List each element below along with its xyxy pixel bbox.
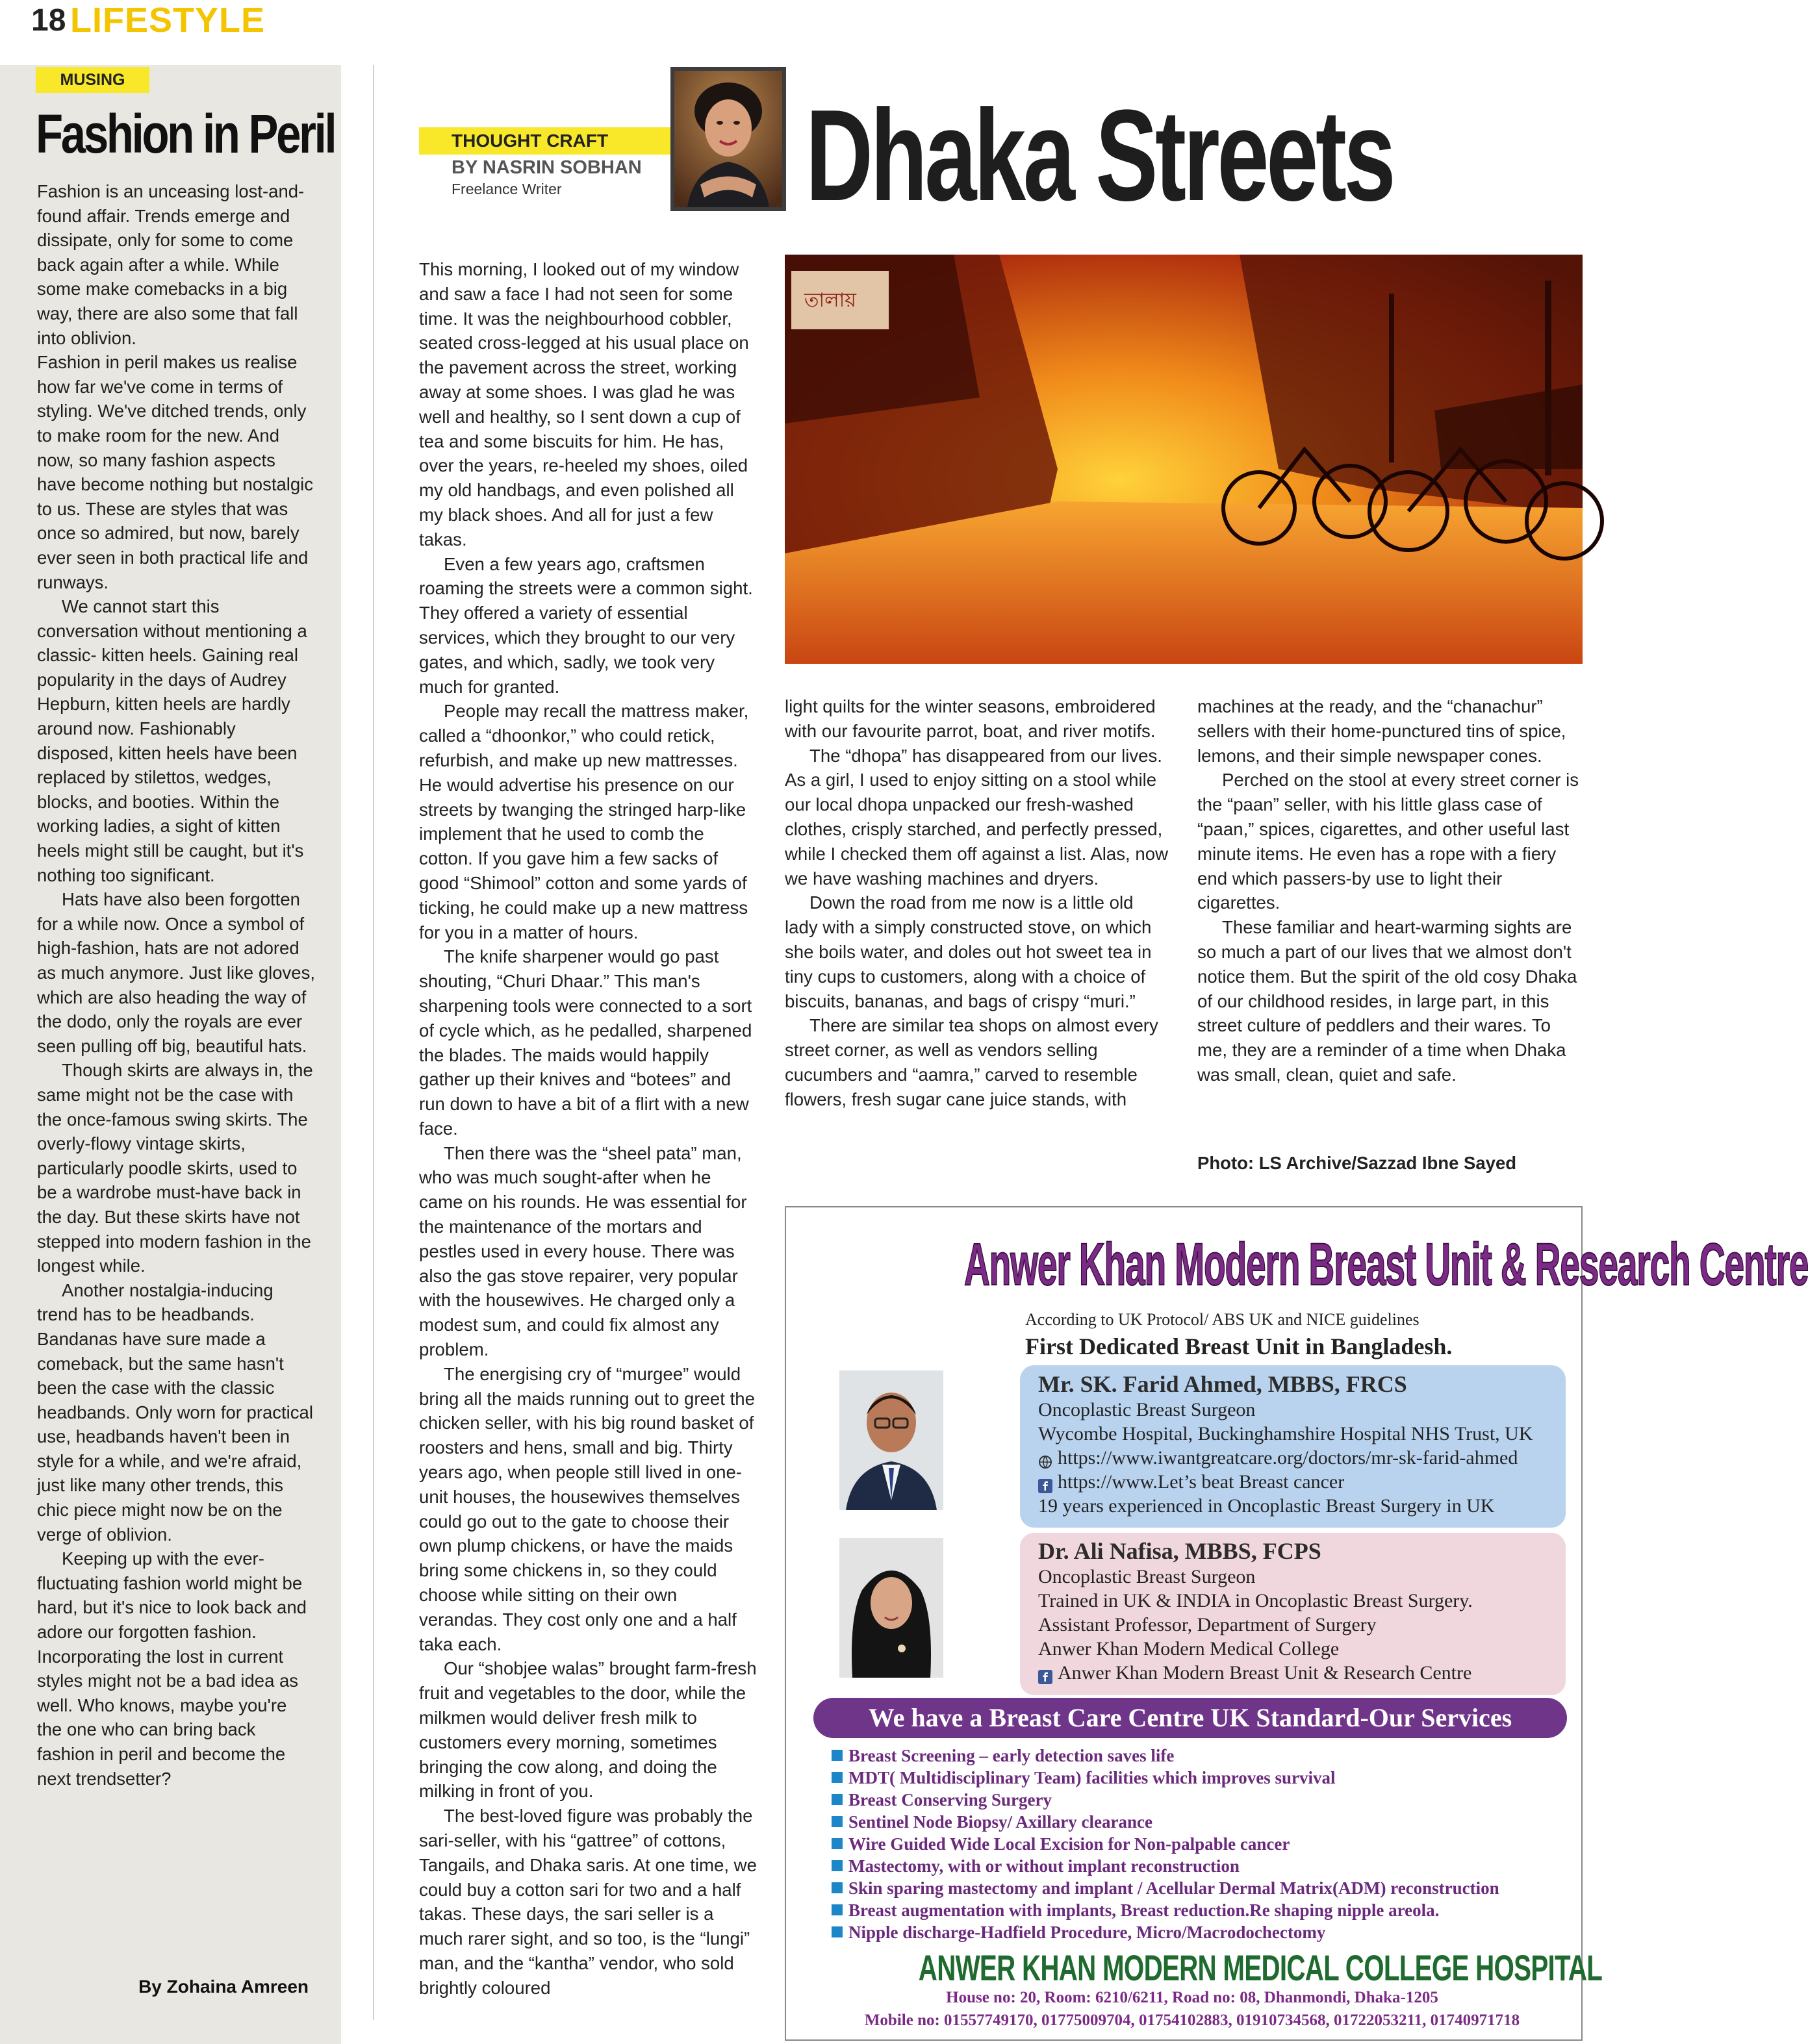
article-paragraph: machines at the ready, and the “chanachur” sellers with their home-punctured tins of spice, lemons, and their simple newspaper cones. xyxy=(1197,696,1566,766)
bullet-square-icon xyxy=(832,1772,843,1783)
sidebar-headline: Fashion in Peril xyxy=(36,103,335,164)
article-headline: Dhaka Streets xyxy=(806,83,1394,228)
ad-title: Anwer Khan Modern Breast Unit & Research Centre xyxy=(964,1231,1808,1298)
article-paragraph: Then there was the “sheel pata” man, who was much sought-after when he came on his rounds. He was essential for the maintenance of the mortars and pestles used in every house. There was also the gas stove repairer, very popular with the housewives. He charged only a modest sum, and could fix almost any problem. xyxy=(419,1142,747,1360)
bullet-square-icon xyxy=(832,1750,843,1761)
service-item: Wire Guided Wide Local Excision for Non-palpable cancer xyxy=(832,1833,1566,1855)
service-item: Breast augmentation with implants, Breast reduction.Re shaping nipple areola. xyxy=(832,1899,1566,1921)
services-title: We have a Breast Care Centre UK Standard-Our Services xyxy=(868,1703,1512,1732)
doctor-2-photo xyxy=(839,1538,943,1678)
bullet-square-icon xyxy=(832,1838,843,1849)
sidebar-paragraph: Fashion is an unceasing lost-and-found affair. Trends emerge and dissipate, only for some to come back again after a while. While some make comebacks in a big way, there are also some that fall into oblivion. xyxy=(37,181,305,348)
article-column-3 xyxy=(1197,694,1581,1087)
doctor-2-training: Trained in UK & INDIA in Oncoplastic Breast Surgery. xyxy=(1038,1590,1473,1611)
doctor-1-title: Oncoplastic Breast Surgeon xyxy=(1038,1399,1256,1420)
facebook-icon xyxy=(1038,1667,1052,1682)
section-title: LIFESTYLE xyxy=(70,1,266,40)
doctor-2-title: Oncoplastic Breast Surgeon xyxy=(1038,1566,1256,1587)
article-paragraph: Our “shobjee walas” brought farm-fresh fruit and vegetables to the door, while the milkmen would deliver fresh milk to customers every morning, sometimes bringing the cow along, and doing the milking in front of you. xyxy=(419,1658,757,1802)
bullet-square-icon xyxy=(832,1926,843,1937)
service-item: MDT( Multidisciplinary Team) facilities which improves survival xyxy=(832,1767,1566,1789)
doctor-1-experience: 19 years experienced in Oncoplastic Breast Surgery in UK xyxy=(1038,1495,1495,1517)
services-list xyxy=(832,1745,1566,1943)
service-item: Sentinel Node Biopsy/ Axillary clearance xyxy=(832,1811,1566,1833)
sidebar-paragraph: Keeping up with the ever-fluctuating fashion world might be hard, but it's nice to look back and adore our forgotten fashion. Incorporating the lost in current styles might not be a bad idea as well. Who knows, maybe you're the one who can bring back fashion in peril and become the next trendsetter? xyxy=(37,1548,307,1789)
author-portrait xyxy=(670,67,786,211)
service-item: Mastectomy, with or without implant reconstruction xyxy=(832,1855,1566,1877)
article-paragraph: The energising cry of “murgee” would bring all the maids running out to greet the chicken seller, with his big round basket of roosters and hens, small and big. Thirty years ago, when people still lived in one-unit houses, the housewives themselves could go out to the gate to choose their own plump chickens, or have the maids bring some chickens in, so they could choose while sitting on their own verandas. They cost only one and a half taka each. xyxy=(419,1363,755,1654)
page-number: 18 xyxy=(31,3,66,38)
hospital-address: House no: 20, Room: 6210/6211, Road no: 08, Dhanmondi, Dhaka-1205 xyxy=(946,1989,1438,2006)
sidebar-paragraph: Hats have also been forgotten for a while now. Once a symbol of high-fashion, hats are not adored as much anymore. Just like gloves, which are also heading the way of the dodo, only the royals are ever seen pulling off big, beautiful hats. xyxy=(37,889,315,1056)
hospital-name: ANWER KHAN MODERN MEDICAL COLLEGE HOSPITAL xyxy=(918,1947,1603,1988)
globe-icon xyxy=(1038,1452,1052,1467)
ad-tagline: First Dedicated Breast Unit in Bangladesh. xyxy=(1025,1333,1453,1359)
article-paragraph: People may recall the mattress maker, called a “dhoonkor,” who could retick, refurbish, and make up new mattresses. He would advertise his presence on our streets by twanging the stringed harp-like implement that he used to comb the cotton. If you gave him a few sacks of good “Shimool” cotton and some yards of ticking, he could make up a new mattress for you in a matter of hours. xyxy=(419,701,749,942)
column-divider xyxy=(373,65,374,2020)
article-paragraph: Down the road from me now is a little old lady with a simply constructed stove, on which she boils water, and doles out hot sweet tea in tiny cups to customers, along with a choice of biscuits, bananas, and bags of crispy “muri.” xyxy=(785,892,1152,1011)
article-byline: BY NASRIN SOBHAN xyxy=(452,157,642,178)
sidebar-byline: By Zohaina Amreen xyxy=(138,1976,309,1997)
article-kicker: THOUGHT CRAFT xyxy=(452,131,609,151)
doctor-2-college: Anwer Khan Modern Medical College xyxy=(1038,1638,1340,1659)
service-item: Nipple discharge-Hadfield Procedure, Micro/Macrodochectomy xyxy=(832,1921,1566,1943)
facebook-icon xyxy=(1038,1476,1052,1491)
sidebar-paragraph: Another nostalgia-inducing trend has to be headbands. Bandanas have sure made a comeback, but the same hasn't been the case with the classic headbands. Only worn for practical use, headbands haven't been in style for a while, and we're afraid, just like many other trends, this chic piece might now be on the verge of oblivion. xyxy=(37,1280,313,1545)
article-paragraph: Perched on the stool at every street corner is the “paan” seller, with his little glass case of “paan,” spices, cigarettes, and other useful last minute items. He even has a rope with a fiery end which passers-by use to light their cigarettes. xyxy=(1197,770,1579,913)
doctor-1-hospital: Wycombe Hospital, Buckinghamshire Hospital NHS Trust, UK xyxy=(1038,1423,1533,1445)
article-paragraph: There are similar tea shops on almost every street corner, as well as vendors selling cucumbers and “aamra,” carved to resemble flowers, fresh sugar cane juice stands, with xyxy=(785,1015,1158,1109)
bullet-square-icon xyxy=(832,1794,843,1805)
article-column-1 xyxy=(419,257,757,2000)
article-paragraph: Even a few years ago, craftsmen roaming the streets were a common sight. They offered a variety of essential services, which they brought to our very gates, and which, sadly, we took very much for granted. xyxy=(419,553,753,697)
article-paragraph: This morning, I looked out of my window and saw a face I had not seen for some time. It was the neighbourhood cobbler, seated cross-legged at his usual place on the pavement across the street, working away at some shoes. I was glad he was well and healthy, so I sent down a cup of tea and some biscuits for him. He has, over the years, re-heeled my shoes, oiled my old handbags, and even polished all my black shoes. And all for just a few takas. xyxy=(419,259,749,549)
article-column-2 xyxy=(785,694,1168,1112)
author-role: Freelance Writer xyxy=(452,181,562,197)
doctor-1-facebook-label[interactable]: https://www.Let’s beat Breast cancer xyxy=(1058,1471,1345,1493)
service-item: Skin sparing mastectomy and implant / Acellular Dermal Matrix(ADM) reconstruction xyxy=(832,1877,1566,1899)
doctor-2-facebook-label[interactable]: Anwer Khan Modern Breast Unit & Research Centre xyxy=(1058,1662,1472,1684)
shop-sign-text: তালায় xyxy=(804,289,856,312)
sidebar-body xyxy=(37,179,316,1791)
doctor-1-url[interactable]: https://www.iwantgreatcare.org/doctors/mr-sk-farid-ahmed xyxy=(1058,1447,1518,1469)
hospital-phones: Mobile no: 01557749170, 01775009704, 01754102883, 01910734568, 01722053211, 01740971718 xyxy=(864,2012,1520,2029)
sidebar-paragraph: We cannot start this conversation without mentioning a classic- kitten heels. Gaining real popularity in the days of Audrey Hepburn, kitten heels are hardly around now. Fashionably disposed, kitten heels have been replaced by stilettos, wedges, blocks, and booties. Within the working ladies, a sight of kitten heels might still be caught, but it's nothing too significant. xyxy=(37,596,307,885)
ad-protocol: According to UK Protocol/ ABS UK and NICE guidelines xyxy=(1025,1310,1420,1329)
article-paragraph: The knife sharpener would go past shouting, “Churi Dhaar.” This man's sharpening tools were connected to a sort of cycle which, as he pedalled, sharpened the blades. The maids would happily gather up their knives and “botees” and run down to have a bit of a flirt with a new face. xyxy=(419,946,752,1139)
photo-credit: Photo: LS Archive/Sazzad Ibne Sayed xyxy=(1197,1153,1517,1173)
bullet-square-icon xyxy=(832,1904,843,1915)
sidebar-paragraph: Though skirts are always in, the same might not be the case with the once-famous swing skirts. The overly-flowy vintage skirts, particularly poodle skirts, used to be a wardrobe must-have back in the day. But these skirts have not stepped into modern fashion in the longest while. xyxy=(37,1060,313,1276)
doctor-1-website[interactable] xyxy=(1038,1447,1518,1469)
sidebar-kicker: MUSING xyxy=(36,67,149,93)
doctor-1-photo xyxy=(839,1370,943,1510)
bullet-square-icon xyxy=(832,1882,843,1893)
doctor-2-position: Assistant Professor, Department of Surgery xyxy=(1038,1614,1377,1635)
article-paragraph: light quilts for the winter seasons, embroidered with our favourite parrot, boat, and river motifs. xyxy=(785,696,1156,741)
doctor-2-name: Dr. Ali Nafisa, MBBS, FCPS xyxy=(1038,1538,1321,1564)
street-photo xyxy=(785,255,1583,664)
service-item: Breast Conserving Surgery xyxy=(832,1789,1566,1811)
article-paragraph: These familiar and heart-warming sights are so much a part of our lives that we almost don't notice them. But the spirit of the old cosy Dhaka of our childhood resides, in large part, in this street culture of peddlers and their wares. To me, they are a reminder of a time when Dhaka was small, clean, quiet and safe. xyxy=(1197,917,1577,1085)
article-paragraph: The best-loved figure was probably the sari-seller, with his “gattree” of cottons, Tangails, and Dhaka saris. At one time, we could buy a cotton sari for two and a half takas. These days, the sari seller is a much rarer sight, and so too, is the “lungi” man, and the “kantha” vendor, who sold brightly coloured xyxy=(419,1806,757,1998)
doctor-2-facebook[interactable] xyxy=(1038,1662,1471,1684)
bullet-square-icon xyxy=(832,1860,843,1871)
bullet-square-icon xyxy=(832,1816,843,1827)
doctor-1-facebook[interactable] xyxy=(1038,1471,1344,1493)
doctor-1-name: Mr. SK. Farid Ahmed, MBBS, FRCS xyxy=(1038,1371,1407,1397)
article-paragraph: The “dhopa” has disappeared from our lives. As a girl, I used to enjoy sitting on a stool while our local dhopa unpacked our fresh-washed clothes, crisply starched, and perfectly pressed, while I checked them off against a list. Alas, now we have washing machines and dryers. xyxy=(785,745,1169,889)
sidebar-paragraph: Fashion in peril makes us realise how far we've come in terms of styling. We've ditched trends, only to make room for the new. And now, so many fashion aspects have become nothing but nostalgic to us. These are styles that was once so admired, but now, barely ever seen in both practical life and runways. xyxy=(37,352,314,592)
service-item: Breast Screening – early detection saves life xyxy=(832,1745,1566,1767)
